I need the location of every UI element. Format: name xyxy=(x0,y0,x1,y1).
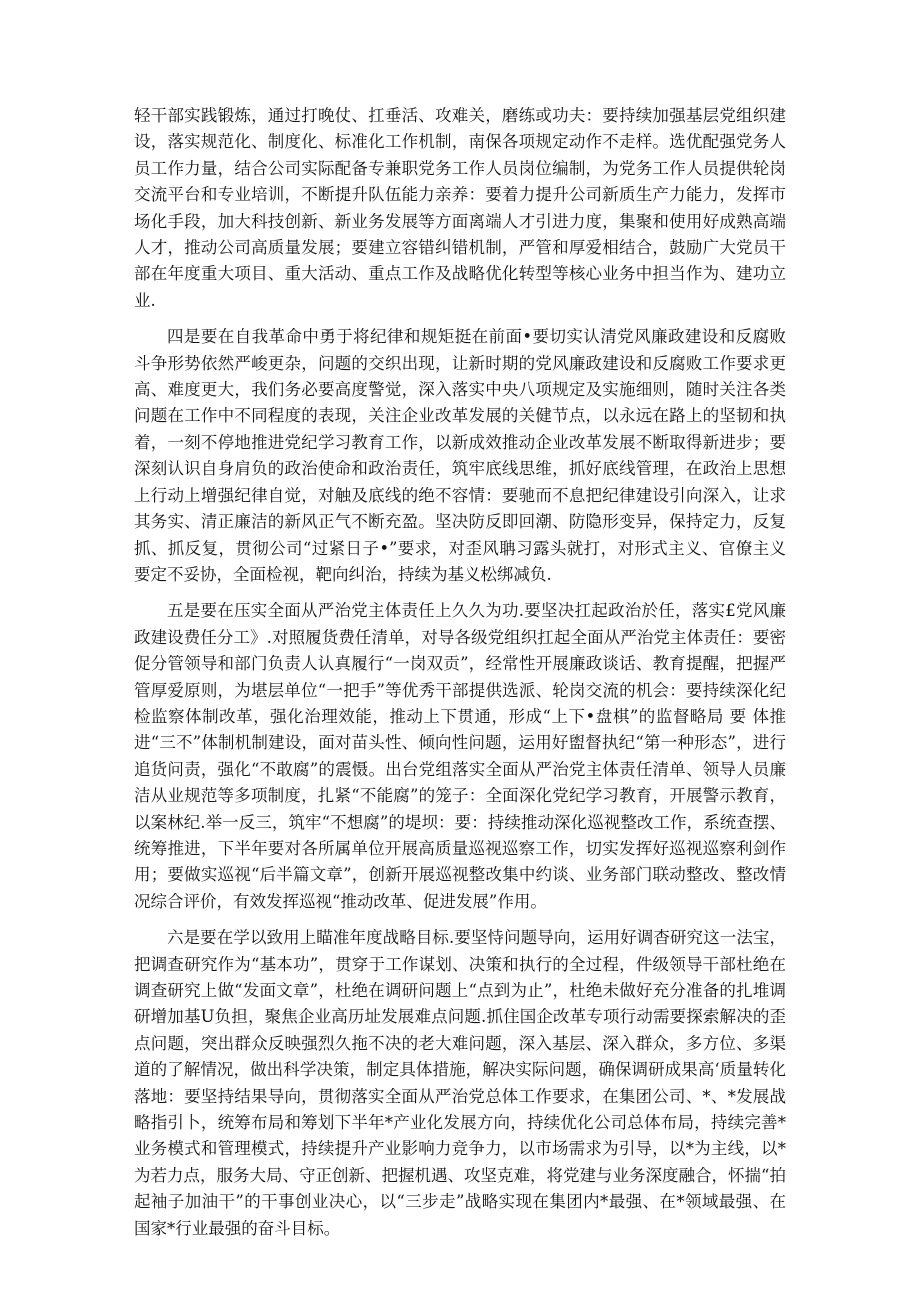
paragraph-continuation: 轻干部实践锻炼，通过打晚仗、扛垂活、攻难关，磨练或功夫：要持续加强基层党组织建设，落实规范化、制度化、标准化工作机制，南保各项规定动作不走样。选优配强党务人员工作力量，结合公司实际配备专兼职党务工作人员岗位编制，为党务工作人员提供轮岗交流平台和专业培训，不断提升队伍能力亲养：要着力提升公司新质生产力能力，发挥市场化手段，加大科技创新、新业务发展等方面离端人才引进力度，集聚和使用好成熟高端人才，推动公司高质量发展；要建立容错纠错机制，严管和厚爱相结合，鼓励广大党员干部在年度重大项目、重大活动、重点工作及战略优化转型等核心业务中担当作为、建功立业. xyxy=(134,106,786,310)
paragraph-section-four: 四是要在自我革命中勇于将纪律和规矩挺在前面•要切实认清党风廉政建设和反腐败斗争形势依然严峻更杂，问题的交织出现，让新时期的党风廉政建设和反腐败工作要求更高、难度更大，我们务必要高度警觉，深入落实中央八项规定及实施细则，随时关注各类问题在工作中不同程度的表现，关注企业改革发展的关健节点，以永远在路上的坚韧和执着，一刻不停地推进党纪学习教育工作，以新成效推动企业改革发展不断取得新进步；要深刻认识自身肩负的政治使命和政治责任，筑牢底线思维，抓好底线管理，在政治上思想上行动上增强纪律自觉，对触及底线的绝不容情：要驰而不息把纪律建设引向深入，让求其务实、清正廉洁的新风正气不断充盈。坚决防反即回潮、防隐形变异，保持定力，反复抓、抓反复，贯彻公司“过紧日子•”要求，对歪风聃习露头就打，对形式主义、官僚主义要定不妥协，全面检视，靶向纠治，持续为基义松绑减负. xyxy=(134,327,786,584)
paragraph-section-five: 五是要在压实全面从严治党主体责任上久久为功.要坚决扛起政治於任，落实£党风廉政建设费任分工》.对照履货费任清单，对导各级党组织扛起全面从严治党主体责任：要密促分管领导和部门负责人认真履行“一岗双贡”，经常性开展廉政谈话、教育提醒，把握严管厚爱原则，为堪层单位“一把手”等优秀干部提供选派、轮岗交流的机会：要持续深化纪检监察体制改革，强化治理效能，推动上下贯通，形成“上下•盘棋”的监督略局 要 体推进“三不”体制机制建设，面对苗头性、倾向性问题，运用好盥督执纪“第一种形态”，进行追货问责，强化“不敢腐”的震慑。出台党组落实全面从严治党主体责任清单、领导人员廉洁从业规范等多项制度，扎紧“不能腐”的笼子：全面深化党纪学习教育，开展警示教育，以案林纪.举一反三，筑牢“不想腐”的堤坝：要：持续推动深化巡视整改工作，系统查摆、统筹推进，下半年要对各所属单位开展高质量巡视巡察工作，切实发挥好巡视巡察利剑作用；要做实巡视“后半篇文章”，创新开展巡视整改集中约谈、业务部门联动整改、整改情况综合评价，有效发挥巡视“推动改革、促进发展”作用。 xyxy=(134,601,786,911)
document-body xyxy=(134,103,786,1242)
paragraph-section-six: 六是要在学以致用上瞄准年度战略目标.要坚恃问题导向，运用好调杳研究这一法宝，把调查研究作为“基本功”，贯穿于工作谋划、决策和执行的全过程，件级领导干部杜绝在调查研究上做“发面文章”，杜绝在调研问题上“点到为止”，杜绝未做好充分准备的扎堆调研增加基U负担，聚焦企业高历址发展难点问题.抓住国企改革专项行动需要探索解决的歪点问题，突出群众反映强烈久拖不决的老大难问题，深入基层、深入群众，多方位、多渠道的了解情况，做出科学决策，制定具体措施，解决实际问题，确保调研成果高‘质量转化落地：要坚持结果导向，贯彻落实全面从严治党总体工作要求，在集团公司、*、*发展战略指引卜，统筹布局和筹划下半年*产业化发展方向，持续优化公司总体布局，持续完善*业务模式和管理模式，持续提升产业影响力竞争力，以市场需求为引导，以*为主线，以*为若力点，服务大局、守正创新、把握机遇、攻坚克难，将党建与业务深度融合，怀揣“拍起袖子加油干”的干事创业决心，以“三步走”战略实现在集团内*最强、在*领域最强、在国家*行业最强的奋斗目标。 xyxy=(134,928,787,1238)
